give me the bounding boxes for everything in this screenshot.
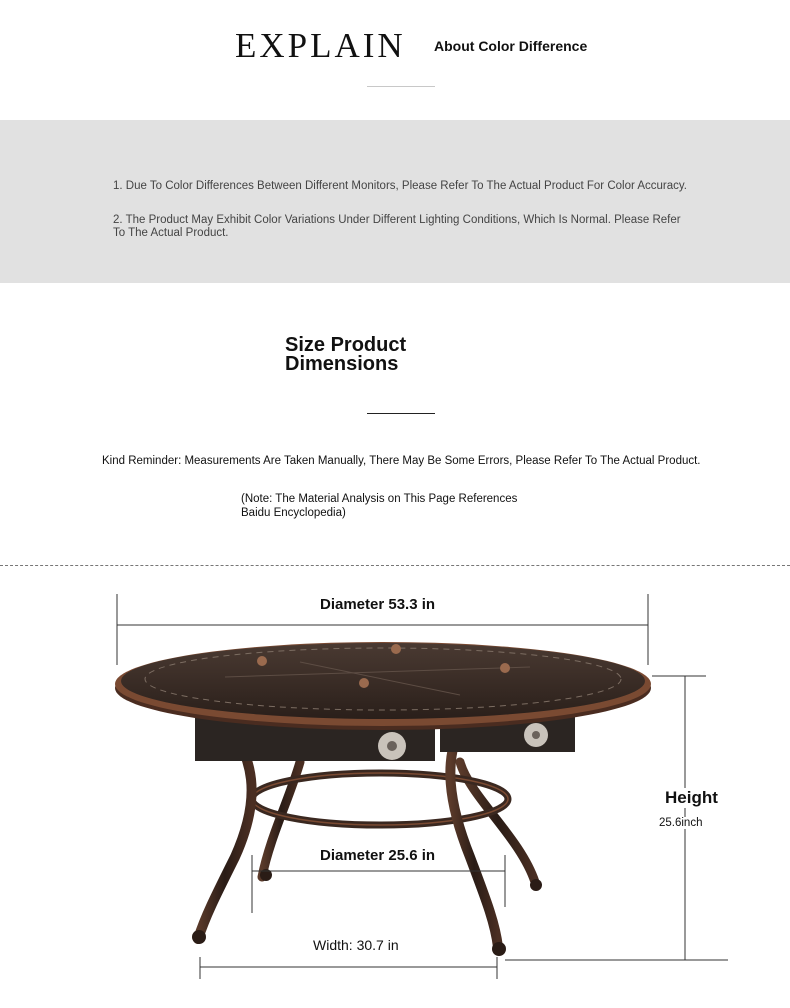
source-note-line2: Baidu Encyclopedia) (241, 507, 346, 519)
page-subtitle: About Color Difference (434, 38, 588, 54)
inner-diameter-label: Diameter 25.6 in (320, 847, 436, 864)
size-section-title (285, 336, 485, 374)
color-note-1: 1. Due To Color Differences Between Different Monitors, Please Refer To The Actual Product For Color Accuracy. (113, 180, 688, 192)
source-note-line1: (Note: The Material Analysis on This Page References (241, 493, 518, 505)
height-value: 25.6inch (659, 817, 703, 829)
width-dimension (200, 957, 497, 979)
table-top (115, 642, 651, 730)
dashed-separator (0, 565, 790, 566)
top-diameter-label: Diameter 53.3 in (320, 596, 436, 613)
size-title-line2: Dimensions (285, 353, 399, 375)
page-title: EXPLAIN (235, 26, 406, 65)
width-label: Width: 30.7 in (313, 937, 399, 953)
divider-line (367, 413, 435, 414)
size-title-line1: Size Product (285, 334, 407, 356)
height-label: Height (665, 788, 718, 807)
divider-line (367, 86, 435, 87)
color-notes-band (0, 120, 790, 283)
measurement-reminder: Kind Reminder: Measurements Are Taken Manually, There May Be Some Errors, Please Refer To The Actual Product. (102, 455, 701, 467)
source-note (241, 492, 541, 520)
color-note-2: 2. The Product May Exhibit Color Variations Under Different Lighting Conditions, Which Is Normal. Please Refer To The Actual Product. (113, 214, 681, 239)
